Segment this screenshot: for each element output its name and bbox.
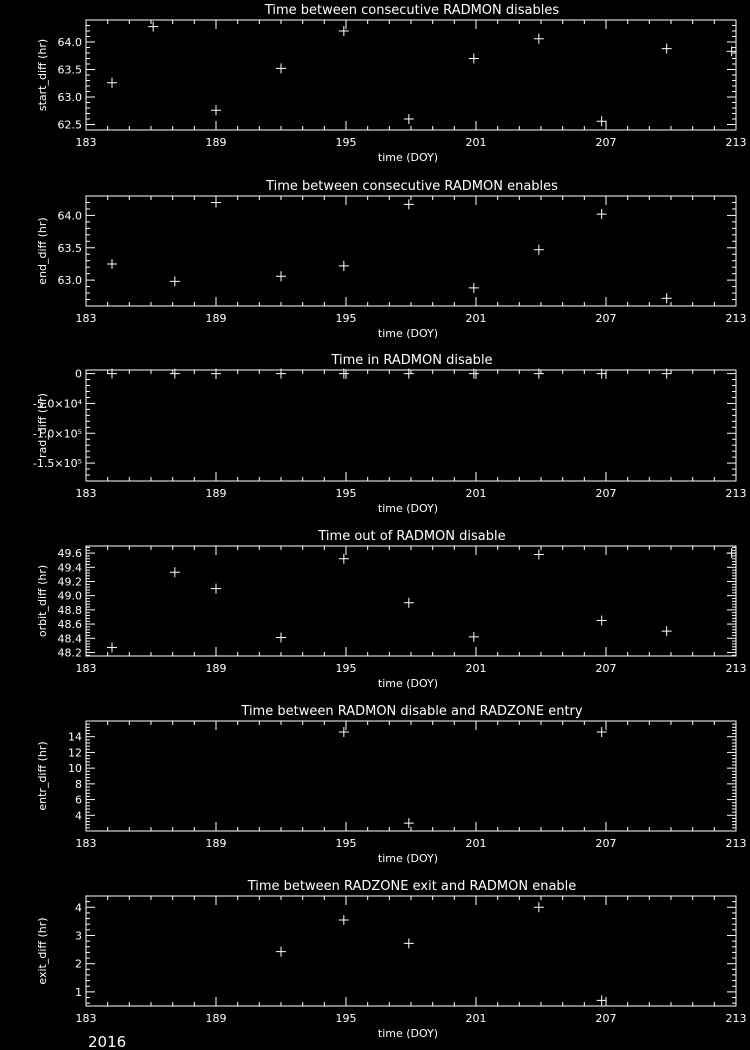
y-tick-label: 2 [75, 957, 82, 971]
x-tick-label: 207 [595, 312, 617, 325]
x-tick-label: 195 [335, 487, 357, 500]
y-tick-label: 0 [75, 367, 82, 381]
y-axis-label: entr_diff (hr) [36, 741, 49, 811]
data-point [597, 995, 607, 1005]
y-tick-label: 62.5 [57, 118, 82, 132]
data-point [597, 116, 607, 126]
x-tick-label: 207 [595, 1012, 617, 1025]
y-tick-label: 4 [75, 901, 82, 915]
chart-title: Time between RADMON disable and RADZONE entry [241, 704, 583, 719]
data-point [469, 54, 479, 64]
chart-title: Time between consecutive RADMON enables [266, 179, 558, 194]
x-tick-label: 189 [205, 1012, 227, 1025]
data-point [276, 633, 286, 643]
data-point [170, 276, 180, 286]
x-tick-label: 201 [465, 312, 487, 325]
x-tick-label: 195 [335, 662, 357, 675]
data-point [662, 626, 672, 636]
x-tick-label: 207 [595, 662, 617, 675]
y-tick-label: 14 [68, 730, 82, 744]
y-tick-label: 48.4 [57, 632, 82, 646]
chart-title: Time between RADZONE exit and RADMON enable [247, 879, 577, 894]
x-tick-label: 183 [75, 837, 97, 850]
x-tick-label: 213 [725, 1012, 747, 1025]
y-tick-label: 63.0 [57, 274, 82, 288]
x-tick-label: 195 [335, 1012, 357, 1025]
data-point [339, 915, 349, 925]
y-tick-label: 64.0 [57, 209, 82, 223]
data-point [276, 947, 286, 957]
x-tick-label: 189 [205, 312, 227, 325]
x-axis-label: time (DOY) [377, 502, 439, 515]
y-tick-label: 4 [75, 809, 82, 823]
x-tick-label: 195 [335, 136, 357, 149]
y-axis-label: orbit_diff (hr) [36, 564, 49, 638]
y-tick-label: 49.4 [57, 561, 82, 575]
x-tick-label: 201 [465, 136, 487, 149]
plot-frame [86, 896, 736, 1006]
plot-frame [86, 721, 736, 831]
x-tick-label: 201 [465, 487, 487, 500]
data-point [148, 22, 158, 32]
plot-frame [86, 370, 736, 481]
data-point [662, 293, 672, 303]
data-point [339, 727, 349, 737]
y-axis-label: end_diff (hr) [36, 217, 49, 285]
x-tick-label: 213 [725, 487, 747, 500]
year-label: 2016 [88, 1033, 127, 1050]
x-tick-label: 213 [725, 312, 747, 325]
data-point [597, 209, 607, 219]
y-tick-label: -1.5×10⁵ [32, 457, 82, 471]
data-point [404, 818, 414, 828]
data-point [276, 271, 286, 281]
data-point [404, 114, 414, 124]
y-tick-label: 6 [75, 793, 82, 807]
data-point [534, 245, 544, 255]
chart-title: Time in RADMON disable [331, 353, 493, 368]
x-tick-label: 183 [75, 1012, 97, 1025]
y-tick-label: 48.8 [57, 603, 82, 617]
x-tick-label: 207 [595, 837, 617, 850]
data-point [597, 616, 607, 626]
data-point [534, 550, 544, 560]
y-tick-label: 1 [75, 985, 82, 999]
y-tick-label: 3 [75, 929, 82, 943]
y-tick-label: 49.0 [57, 589, 82, 603]
x-tick-label: 207 [595, 487, 617, 500]
data-point [597, 727, 607, 737]
x-tick-label: 189 [205, 136, 227, 149]
x-axis-label: time (DOY) [377, 151, 439, 164]
data-point [170, 567, 180, 577]
x-tick-label: 201 [465, 662, 487, 675]
data-point [339, 261, 349, 271]
plot-frame [86, 546, 736, 656]
y-tick-label: 48.6 [57, 618, 82, 632]
data-point [727, 548, 737, 558]
y-tick-label: 12 [68, 746, 82, 760]
data-point [107, 642, 117, 652]
y-tick-label: 63.5 [57, 63, 82, 77]
y-axis-label: start_diff (hr) [36, 38, 49, 112]
plot-frame [86, 196, 736, 306]
y-tick-label: 64.0 [57, 36, 82, 49]
data-point [534, 902, 544, 912]
data-point [662, 44, 672, 54]
x-tick-label: 189 [205, 487, 227, 500]
x-tick-label: 195 [335, 312, 357, 325]
plot-frame [86, 20, 736, 130]
y-tick-label: 49.6 [57, 547, 82, 561]
data-point [404, 938, 414, 948]
y-axis-label: rad_diff (hr) [36, 393, 49, 458]
x-tick-label: 207 [595, 136, 617, 149]
data-point [211, 584, 221, 594]
y-tick-label: 63.0 [57, 91, 82, 104]
x-tick-label: 213 [725, 662, 747, 675]
x-axis-label: time (DOY) [377, 677, 439, 690]
data-point [469, 283, 479, 293]
data-point [211, 105, 221, 115]
data-point [534, 34, 544, 44]
x-tick-label: 213 [725, 136, 747, 149]
chart-title: Time out of RADMON disable [318, 529, 506, 544]
data-point [469, 632, 479, 642]
data-point [339, 26, 349, 36]
x-tick-label: 189 [205, 837, 227, 850]
data-point [404, 199, 414, 209]
x-tick-label: 201 [465, 837, 487, 850]
x-tick-label: 183 [75, 136, 97, 149]
x-axis-label: time (DOY) [377, 1027, 439, 1040]
x-axis-label: time (DOY) [377, 852, 439, 865]
x-tick-label: 213 [725, 837, 747, 850]
y-tick-label: -5.0×10⁴ [32, 397, 82, 411]
y-tick-label: 49.2 [57, 575, 82, 589]
data-point [211, 197, 221, 207]
data-point [276, 63, 286, 73]
data-point [107, 78, 117, 88]
x-tick-label: 195 [335, 837, 357, 850]
x-tick-label: 189 [205, 662, 227, 675]
y-tick-label: 63.5 [57, 241, 82, 255]
data-point [107, 259, 117, 269]
x-tick-label: 201 [465, 1012, 487, 1025]
x-axis-label: time (DOY) [377, 327, 439, 340]
data-point [339, 554, 349, 564]
y-tick-label: 48.2 [57, 646, 82, 660]
x-tick-label: 183 [75, 312, 97, 325]
y-tick-label: 10 [68, 762, 82, 776]
x-tick-label: 183 [75, 487, 97, 500]
data-point [404, 598, 414, 608]
chart-title: Time between consecutive RADMON disables [264, 3, 560, 18]
y-tick-label: -1.0×10⁵ [32, 427, 82, 441]
x-tick-label: 183 [75, 662, 97, 675]
y-tick-label: 8 [75, 777, 82, 791]
y-axis-label: exit_diff (hr) [36, 917, 49, 985]
